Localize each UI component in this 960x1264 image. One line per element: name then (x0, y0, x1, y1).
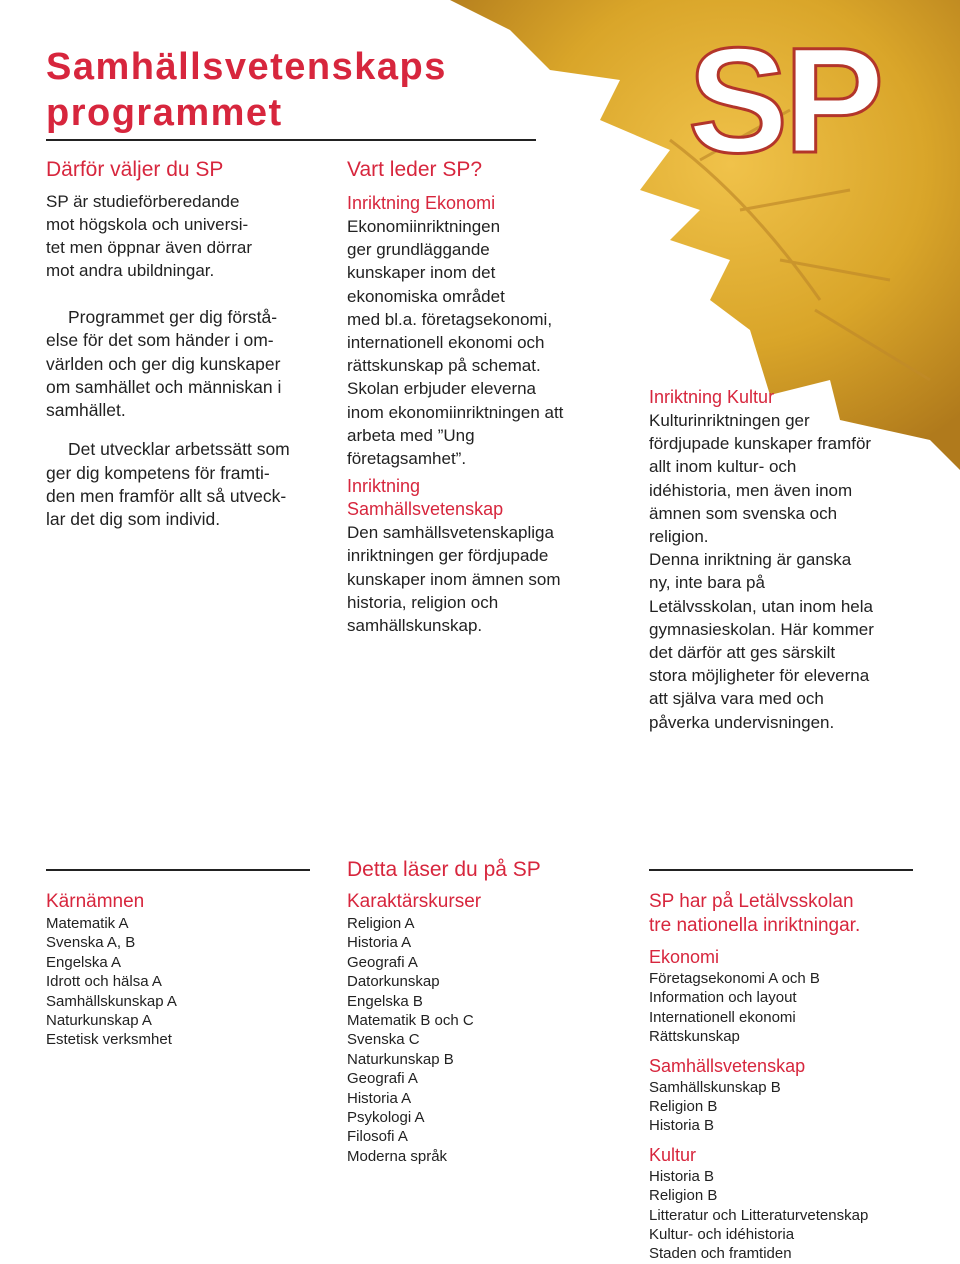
list-item: Information och layout (649, 989, 797, 1007)
ekonomi-heading: Inriktning Ekonomi (347, 193, 496, 213)
karnamnen-list (46, 914, 310, 1050)
list-item: Engelska A (46, 953, 122, 971)
karnamnen-heading: Kärnämnen (46, 891, 145, 912)
ekonomi-text: Ekonomiinriktningen ger grundläggande kunskaper inom det ekonomiska området med bl.a. företagsekonomi, internationell ekonomi och rättskunskap på schemat. Skolan erbjuder eleverna inom ekonomiinriktningen att arbeta med ”Ung företagsamhet”. (347, 217, 564, 469)
list-item: Datorkunskap (347, 973, 440, 991)
vart-leder-section (347, 158, 617, 637)
list-item: Svenska A, B (46, 934, 136, 952)
list-item: Estetisk verksmhet (46, 1031, 172, 1049)
list-item: Historia A (347, 1089, 412, 1107)
list-item: Staden och framtiden (649, 1245, 792, 1263)
list-item: Engelska B (347, 992, 423, 1010)
intro-section (46, 158, 316, 532)
list-item: Företagsekonomi A och B (649, 970, 820, 987)
list-item: Moderna språk (347, 1147, 448, 1165)
kultur-heading: Inriktning Kultur (649, 387, 775, 407)
list-item: Historia B (649, 1117, 715, 1135)
rule-letalv (649, 869, 913, 871)
list-item: Filosofi A (347, 1128, 408, 1146)
list-item: Svenska C (347, 1031, 420, 1049)
karaktarskurser-section (347, 890, 617, 1166)
letalv-heading: SP har på Letälvsskolan tre nationella inriktningar. (649, 891, 861, 936)
intro-paragraph-2: Det utvecklar arbetssätt som ger dig kompetens för framti- den men framför allt så utveck- lar det dig som individ. (46, 439, 290, 530)
list-item: Psykologi A (347, 1109, 425, 1127)
list-item: Matematik B och C (347, 1012, 474, 1030)
sp-logo: SP (688, 16, 881, 184)
intro-lead: SP är studieförberedande mot högskola och universi- tet men öppnar även dörrar mot andra ubildningar. (46, 192, 253, 280)
kultur-section (649, 386, 929, 734)
page-title (46, 44, 447, 136)
letalv-samh-list (649, 1078, 939, 1136)
samhallsvetenskap-heading: Inriktning Samhällsvetenskap (347, 476, 504, 520)
letalv-kultur-heading: Kultur (649, 1144, 697, 1165)
intro-heading: Därför väljer du SP (46, 158, 224, 181)
list-item: Historia B (649, 1167, 715, 1185)
list-item: Samhällskunskap A (46, 992, 177, 1010)
letalv-samh-heading: Samhällsvetenskap (649, 1055, 806, 1076)
list-item: Samhällskunskap B (649, 1078, 781, 1096)
letalv-ekonomi-heading: Ekonomi (649, 947, 720, 967)
vart-leder-heading: Vart leder SP? (347, 158, 483, 181)
letalv-section (649, 890, 939, 1264)
letalv-ekonomi-list (649, 969, 939, 1047)
list-item: Geografi A (347, 1070, 418, 1088)
letalv-kultur-list (649, 1167, 939, 1264)
karaktarskurser-heading: Karaktärskurser (347, 891, 482, 912)
list-item: Idrott och hälsa A (46, 973, 162, 991)
list-item: Matematik A (46, 915, 129, 932)
list-item: Religion B (649, 1187, 718, 1205)
samhallsvetenskap-text: Den samhällsvetenskapliga inriktningen ger fördjupade kunskaper inom ämnen som historia, religion och samhällskunskap. (347, 523, 561, 636)
kultur-text: Kulturinriktningen ger fördjupade kunskaper framför allt inom kultur- och idéhistoria, men även inom ämnen som svenska och religion. Denna inriktning är ganska ny, inte bara på Letälvsskolan, utan inom hela gymnasieskolan. Här kommer det därför att ges särskilt stora möjligheter för eleverna att själva vara med och påverka undervisningen. (649, 411, 874, 732)
rule-karnamnen (46, 869, 310, 871)
intro-paragraph-1: Programmet ger dig förstå- else för det som händer i om- världen och ger dig kunskaper om samhället och människan i samhället. (46, 307, 282, 421)
page-title-line-1: Samhällsvetenskaps (46, 46, 447, 88)
title-rule (46, 139, 536, 141)
list-item: Naturkunskap B (347, 1050, 454, 1068)
list-item: Litteratur och Litteraturvetenskap (649, 1206, 869, 1224)
list-item: Naturkunskap A (46, 1012, 152, 1030)
page-title-line-2: programmet (46, 92, 283, 134)
list-item: Internationell ekonomi (649, 1008, 796, 1026)
courses-heading: Detta läser du på SP (347, 858, 541, 881)
karnamnen-section (46, 890, 310, 1050)
list-item: Religion B (649, 1098, 718, 1116)
list-item: Kultur- och idéhistoria (649, 1226, 795, 1244)
list-item: Historia A (347, 934, 412, 952)
list-item: Rättskunskap (649, 1028, 740, 1046)
list-item: Geografi A (347, 953, 418, 971)
list-item: Religion A (347, 915, 415, 932)
karaktarskurser-list (347, 914, 617, 1166)
